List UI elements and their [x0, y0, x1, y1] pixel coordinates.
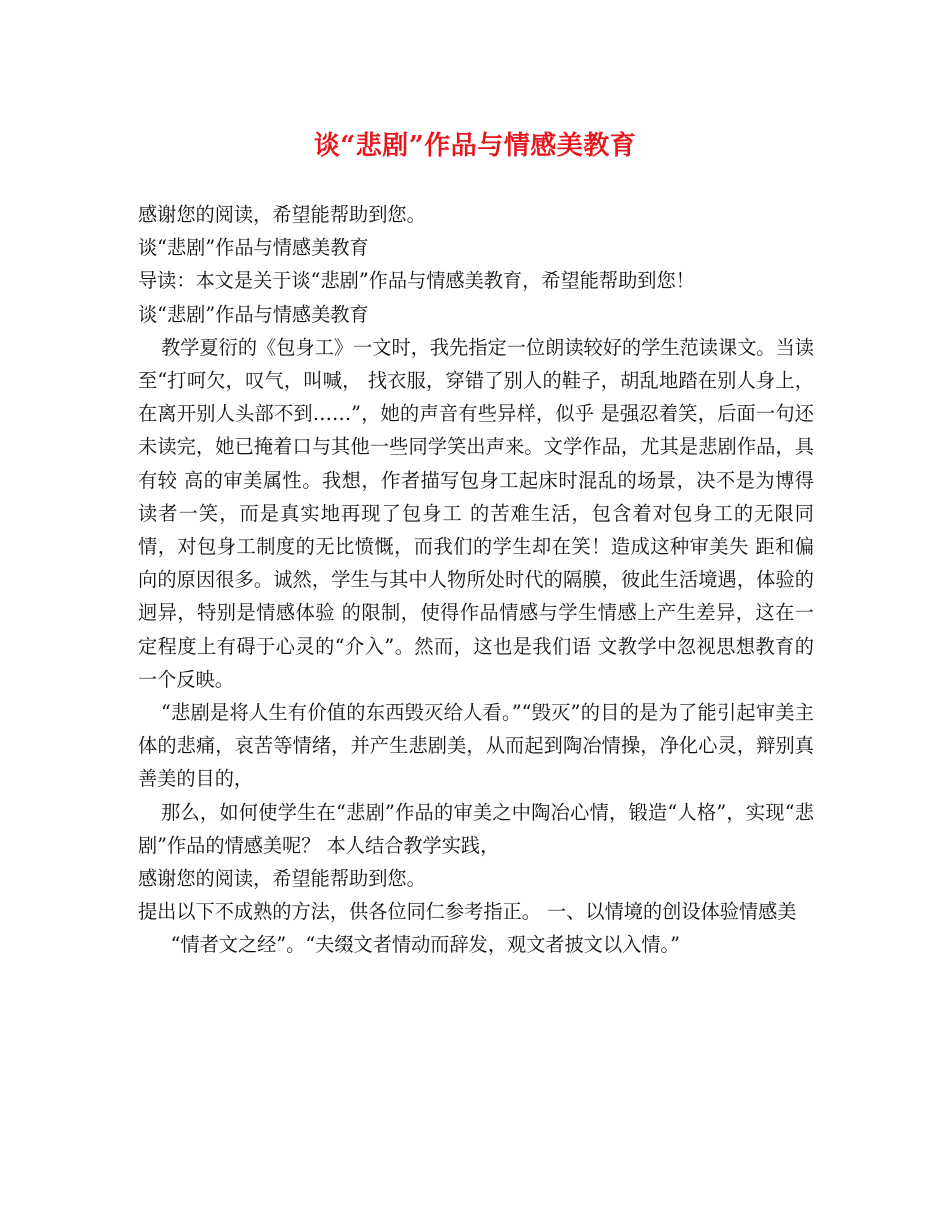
paragraph-tragedy-definition: “悲剧是将人生有价值的东西毁灭给人看。”“毁灭”的目的是为了能引起审美主体的悲痛，哀苦等情绪，并产生悲剧美，从而起到陶冶情操，净化心灵，辩别真善美的目的， [138, 701, 814, 791]
paragraph-heading-repeat-2: 谈“悲剧”作品与情感美教育 [138, 302, 369, 326]
paragraph-heading-repeat: 谈“悲剧”作品与情感美教育 [138, 236, 369, 260]
paragraph-teaching-story: 教学夏衍的《包身工》一文时，我先指定一位朗读较好的学生范读课文。当读至“打呵欠，叹气，叫喊， 找衣服，穿错了别人的鞋子，胡乱地踏在别人身上，在离开别人头部不到……”，她的声音有些异样，似乎 是强忍着笑，后面一句还未读完，她已掩着口与其他一些同学笑出声来。文学作品，尤其是悲剧作品，具有较 高的审美属性。我想，作者描写包身工起床时混乱的场景，决不是为博得读者一笑，而是真实地再现了包身工 的苦难生活，包含着对包身工的无限同情，对包身工制度的无比愤慨，而我们的学生却在笑！造成这种审美失 距和偏向的原因很多。诚然，学生与其中人物所处时代的隔膜，彼此生活境遇，体验的迥异，特别是情感体验 的限制，使得作品情感与学生情感上产生差异，这在一定程度上有碍于心灵的“介入”。然而，这也是我们语 文教学中忽视思想教育的一个反映。 [138, 335, 814, 691]
paragraph-intro: 导读：本文是关于谈“悲剧”作品与情感美教育，希望能帮助到您！ [138, 269, 695, 293]
document-body [138, 198, 814, 962]
paragraph-question: 那么，如何使学生在“悲剧”作品的审美之中陶冶心情，锻造“人格”，实现“悲剧”作品的情感美呢？ 本人结合教学实践， [138, 800, 814, 857]
paragraph-thanks-top: 感谢您的阅读，希望能帮助到您。 [138, 203, 426, 226]
paragraph-methods: 提出以下不成熟的方法，供各位同仁参考指正。 一、以情境的创设体验情感美 [138, 900, 797, 924]
document-title: 谈“悲剧”作品与情感美教育 [313, 131, 637, 161]
paragraph-thanks-middle: 感谢您的阅读，希望能帮助到您。 [138, 867, 426, 891]
paragraph-quote: “情者文之经”。“夫缀文者情动而辞发，观文者披文以入情。” [170, 933, 680, 957]
